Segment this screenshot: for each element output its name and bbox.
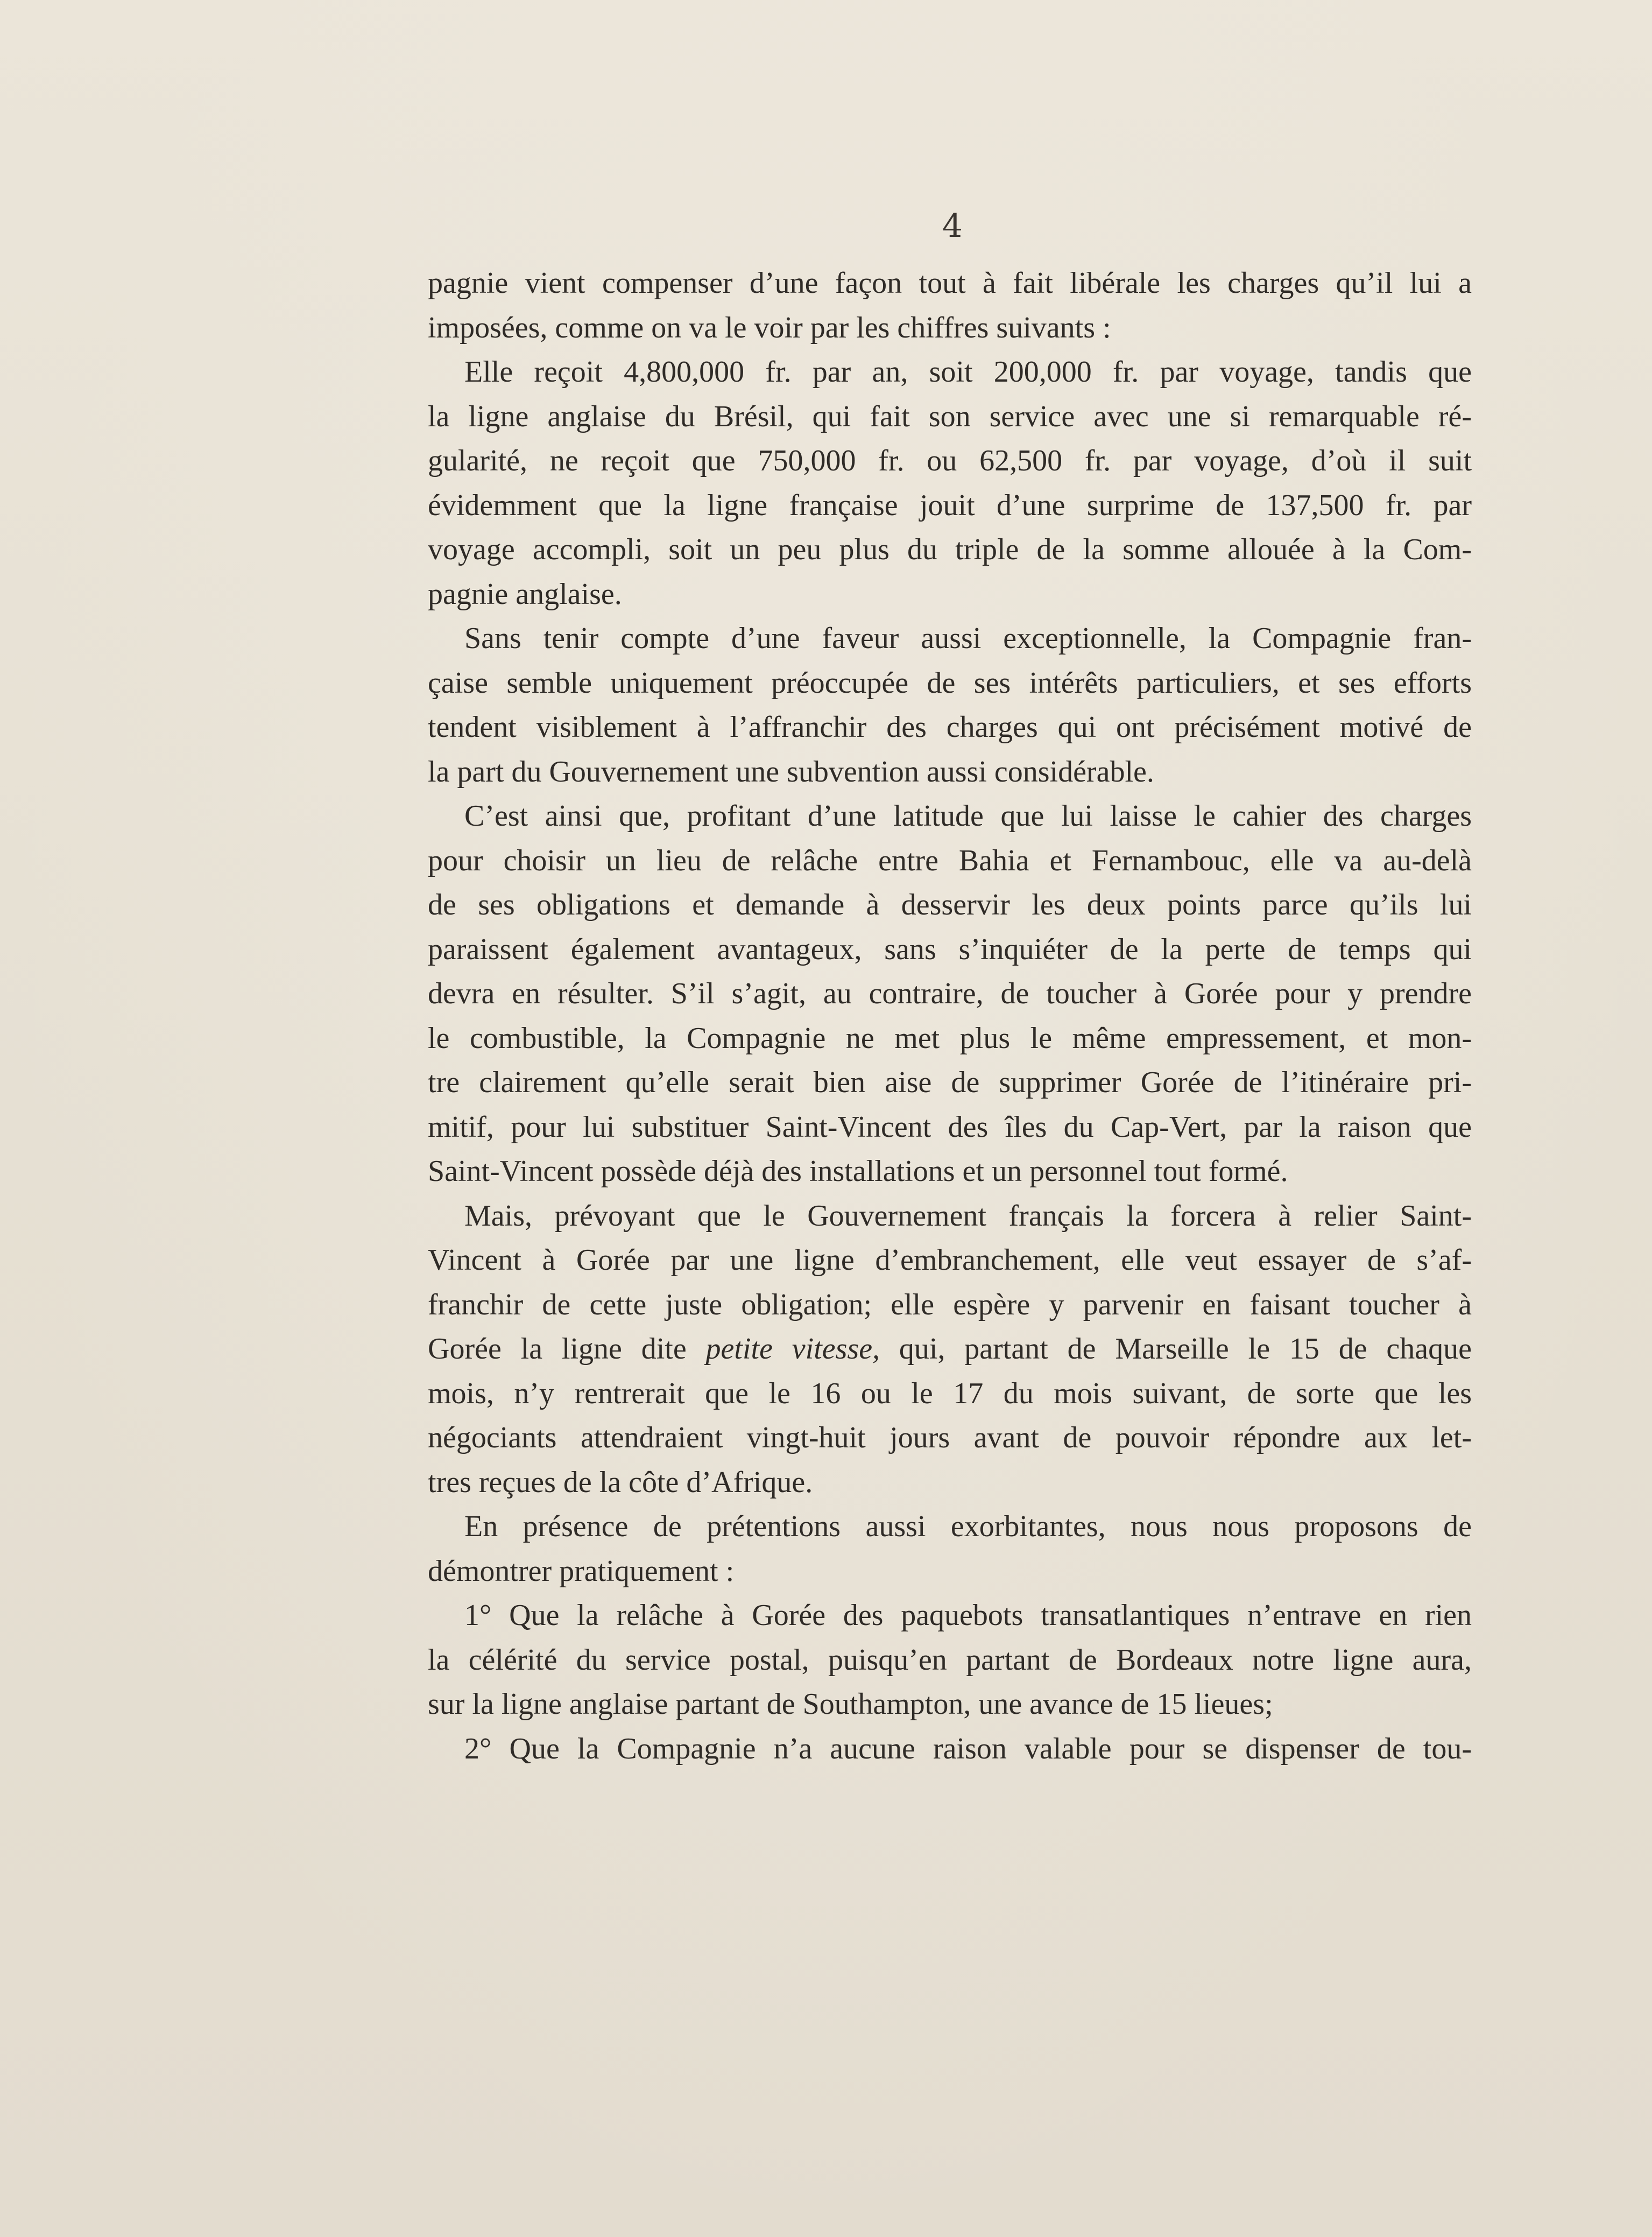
text-line: franchir de cette juste obligation; elle espère y parvenir en faisant toucher à — [428, 1288, 1472, 1321]
text-line: pagnie vient compenser d’une façon tout à fait libérale les charges qu’il lui a — [428, 266, 1472, 300]
text-line: de ses obligations et demande à desservir les deux points parce qu’ils lui — [428, 888, 1472, 921]
text-line: 2° Que la Compagnie n’a aucune raison valable pour se dispenser de tou- — [464, 1732, 1472, 1765]
text-line: négociants attendraient vingt-huit jours avant de pouvoir répondre aux let- — [428, 1421, 1472, 1454]
text-line: mois, n’y rentrerait que le 16 ou le 17 du mois suivant, de sorte que les — [428, 1376, 1472, 1410]
text-line: tre clairement qu’elle serait bien aise de supprimer Gorée de l’itinéraire pri- — [428, 1066, 1472, 1099]
italic-phrase: petite vitesse, — [705, 1332, 880, 1366]
text-line: voyage accompli, soit un peu plus du triple de la somme allouée à la Com- — [428, 533, 1472, 566]
text-line: Saint-Vincent possède déjà des installations et un personnel tout formé. — [428, 1155, 1288, 1188]
text-line: sur la ligne anglaise partant de Southampton, une avance de 15 lieues; — [428, 1687, 1273, 1721]
text-line: évidemment que la ligne française jouit d’une surprime de 137,500 fr. par — [428, 488, 1472, 522]
text-line: paraissent également avantageux, sans s’inquiéter de la perte de temps qui — [428, 932, 1472, 966]
text-line: la célérité du service postal, puisqu’en partant de Bordeaux notre ligne aura, — [428, 1643, 1472, 1677]
text-segment: qui, partant de Marseille le 15 de chaque — [880, 1332, 1472, 1366]
text-segment: Gorée la ligne dite — [428, 1332, 706, 1366]
text-line: çaise semble uniquement préoccupée de ses intérêts particuliers, et ses efforts — [428, 666, 1472, 700]
text-line: 1° Que la relâche à Gorée des paquebots transatlantiques n’entrave en rien — [464, 1599, 1472, 1632]
text-line: devra en résulter. S’il s’agit, au contraire, de toucher à Gorée pour y prendre — [428, 977, 1472, 1010]
text-line: la part du Gouvernement une subvention aussi considérable. — [428, 755, 1154, 789]
text-line: En présence de prétentions aussi exorbitantes, nous nous proposons de — [464, 1510, 1472, 1543]
text-line: imposées, comme on va le voir par les chiffres suivants : — [428, 311, 1111, 344]
text-line: Mais, prévoyant que le Gouvernement français la forcera à relier Saint- — [464, 1199, 1472, 1233]
text-line: pagnie anglaise. — [428, 577, 622, 611]
text-line: démontrer pratiquement : — [428, 1554, 735, 1588]
text-line: C’est ainsi que, profitant d’une latitude que lui laisse le cahier des charges — [464, 799, 1472, 833]
text-line: la ligne anglaise du Brésil, qui fait son service avec une si remarquable ré- — [428, 399, 1472, 433]
text-line: Sans tenir compte d’une faveur aussi exceptionnelle, la Compagnie fran- — [464, 622, 1472, 655]
text-line: le combustible, la Compagnie ne met plus le même empressement, et mon- — [428, 1021, 1472, 1055]
text-line: Elle reçoit 4,800,000 fr. par an, soit 200,000 fr. par voyage, tandis que — [464, 355, 1472, 389]
text-line: tendent visiblement à l’affranchir des charges qui ont précisément motivé de — [428, 711, 1472, 744]
text-line: Vincent à Gorée par une ligne d’embranchement, elle veut essayer de s’af- — [428, 1243, 1472, 1277]
text-line: mitif, pour lui substituer Saint-Vincent des îles du Cap-Vert, par la raison que — [428, 1110, 1472, 1144]
text-line: gularité, ne reçoit que 750,000 fr. ou 62,500 fr. par voyage, d’où il suit — [428, 444, 1472, 477]
text-line-with-italic — [428, 1327, 1472, 1371]
text-line: pour choisir un lieu de relâche entre Bahia et Fernambouc, elle va au-delà — [428, 843, 1472, 877]
page-number: 4 — [942, 207, 963, 245]
body-text — [428, 261, 1472, 1771]
text-line: tres reçues de la côte d’Afrique. — [428, 1465, 813, 1499]
